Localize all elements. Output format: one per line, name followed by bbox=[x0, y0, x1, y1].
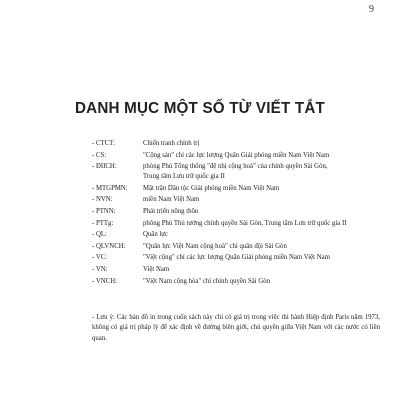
abbreviation-definition bbox=[143, 241, 393, 251]
abbreviation-definition bbox=[143, 150, 393, 160]
definition-line: phòng Phủ Tổng thống "đệ nhị cộng hoà" của chính quyền Sài Gòn, bbox=[143, 163, 328, 171]
abbreviation-list bbox=[92, 138, 392, 287]
abbreviation-row-vn bbox=[92, 264, 392, 276]
abbreviation-row-qlvnch bbox=[92, 241, 392, 253]
abbreviation-term: - VN: bbox=[92, 265, 108, 273]
abbreviation-row-vnch bbox=[92, 276, 392, 288]
definition-line: Trung tâm Lưu trữ quốc gia II bbox=[143, 173, 225, 181]
abbreviation-row-ql bbox=[92, 229, 392, 241]
abbreviation-definition bbox=[143, 194, 393, 204]
abbreviation-definition bbox=[143, 252, 393, 262]
abbreviation-definition bbox=[143, 183, 393, 193]
abbreviation-term: - NVN: bbox=[92, 196, 113, 204]
page-number: 9 bbox=[369, 4, 374, 15]
page-title: DANH MỤC MỘT SỐ TỪ VIẾT TẮT bbox=[75, 100, 325, 117]
abbreviation-definition bbox=[143, 206, 393, 216]
definition-line: Việt Nam bbox=[143, 265, 170, 273]
abbreviation-row-vc bbox=[92, 252, 392, 264]
abbreviation-term: - QLVNCH: bbox=[92, 242, 126, 250]
definition-line: Quân lực bbox=[143, 231, 169, 239]
definition-line: "Việt Nam cộng hòa" chỉ chính quyền Sài Gòn bbox=[143, 277, 271, 285]
abbreviation-definition bbox=[143, 264, 393, 274]
abbreviation-row-pttg bbox=[92, 218, 392, 230]
abbreviation-definition bbox=[143, 229, 393, 239]
definition-line: Chiến tranh chính trị bbox=[143, 140, 200, 147]
abbreviation-row-cs bbox=[92, 150, 392, 162]
abbreviation-term: - CTCT: bbox=[92, 140, 115, 147]
abbreviation-term: - PTTg: bbox=[92, 219, 114, 227]
abbreviation-definition bbox=[143, 218, 393, 228]
abbreviation-row-mtgpmn bbox=[92, 183, 392, 195]
abbreviation-definition bbox=[143, 276, 393, 286]
definition-line: miền Nam Việt Nam bbox=[143, 196, 200, 204]
abbreviation-term: - MTGPMN: bbox=[92, 184, 128, 192]
abbreviation-row-nvn bbox=[92, 194, 392, 206]
definition-line: "Quân lực Việt Nam cộng hoà" chỉ quân đội Sài Gòn bbox=[143, 242, 287, 250]
abbreviation-row-ctct bbox=[92, 138, 392, 150]
definition-line: "Việt cộng" chỉ các lực lượng Quân Giải phóng miền Nam Việt Nam bbox=[143, 254, 330, 262]
definition-line: phông Phủ Thủ tướng chính quyền Sài Gòn, Trung tâm Lưu trữ quốc gia II bbox=[143, 219, 347, 227]
abbreviation-definition bbox=[143, 161, 393, 181]
abbreviation-term: - PTNN: bbox=[92, 207, 116, 215]
abbreviation-definition bbox=[143, 138, 393, 148]
definition-line: "Cộng sản" chỉ các lực lượng Quân Giải phóng miền Nam Việt Nam bbox=[143, 151, 330, 159]
abbreviation-term: - VNCH: bbox=[92, 277, 117, 285]
map-disclaimer-note: - Lưu ý: Các bản đồ in trong cuốn sách này chỉ có giá trị trong việc thi hành Hiệp định Paris năm 1973, không có giá trị pháp lý để xác định về đường biên giới, chủ quyền giữa Việt Nam với các nước có liên quan. bbox=[92, 313, 380, 342]
definition-line: Mặt trận Dân tộc Giải phóng miền Nam Việt Nam bbox=[143, 184, 280, 192]
abbreviation-term: - CS: bbox=[92, 151, 107, 159]
definition-line: Phát triển nông thôn bbox=[143, 207, 199, 215]
abbreviation-row-diich bbox=[92, 161, 392, 183]
abbreviation-term: - VC: bbox=[92, 254, 108, 262]
abbreviation-term: - ĐIICH: bbox=[92, 163, 117, 171]
abbreviation-row-ptnn bbox=[92, 206, 392, 218]
abbreviation-term: - QL: bbox=[92, 231, 107, 239]
